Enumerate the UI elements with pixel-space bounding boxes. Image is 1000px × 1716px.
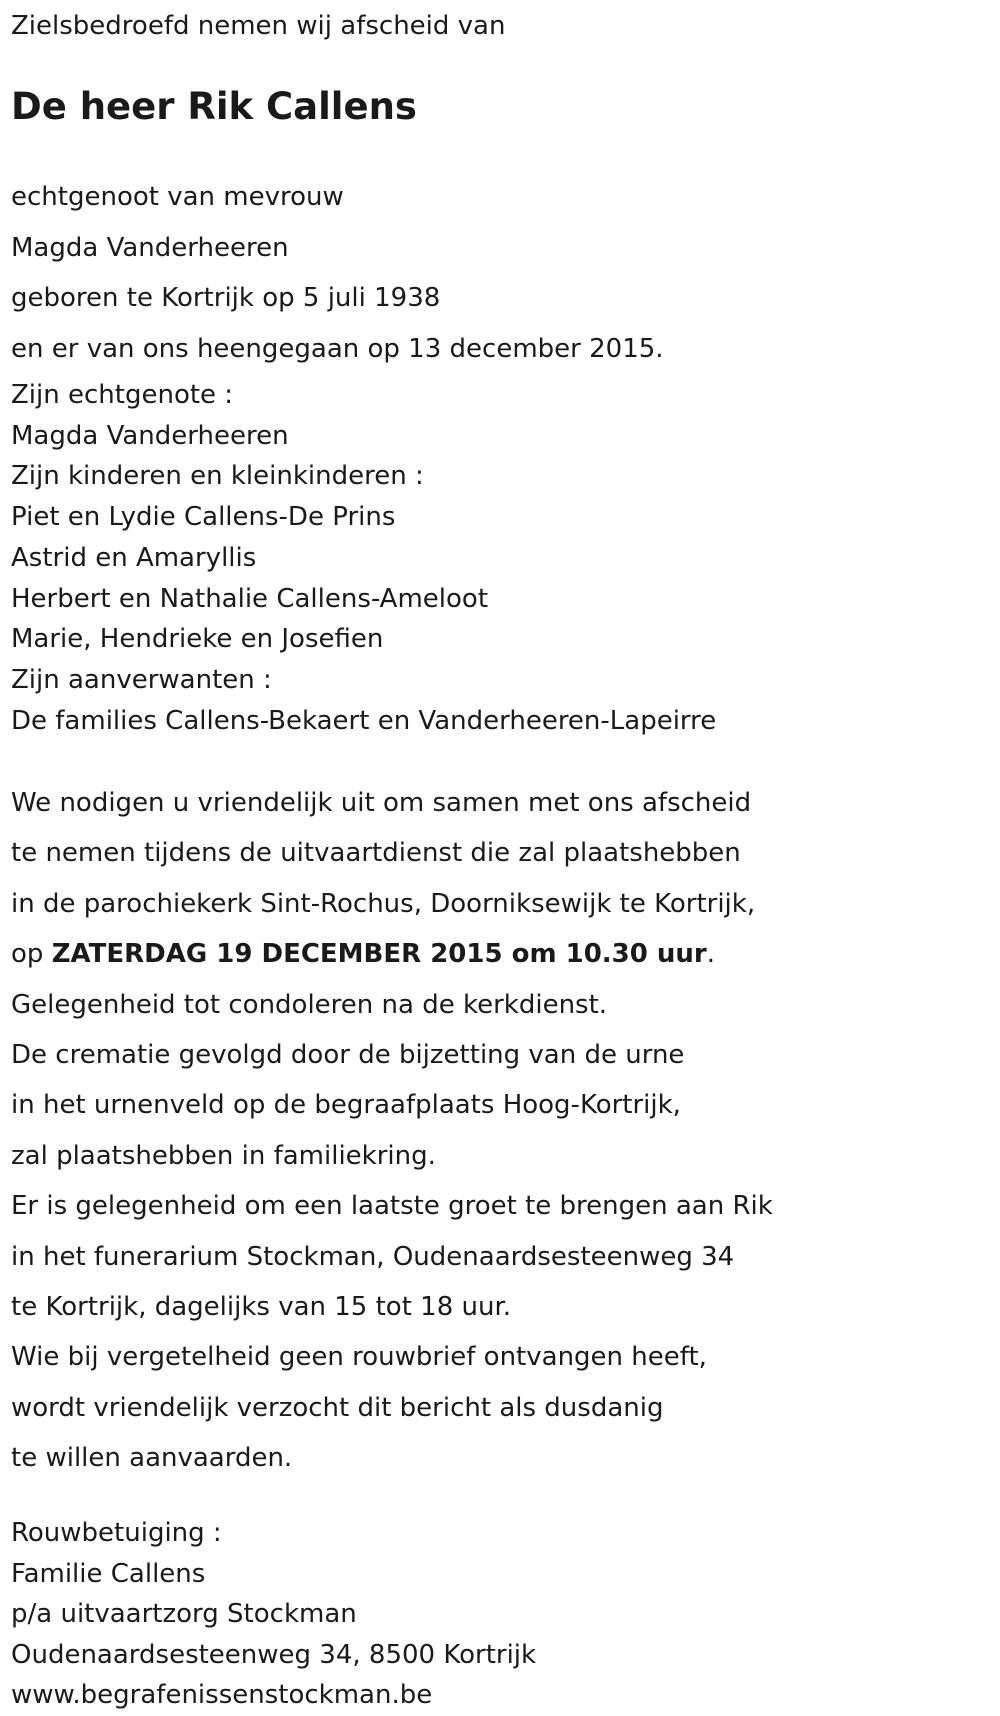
detail-line: echtgenoot van mevrouw bbox=[11, 182, 344, 212]
family-block bbox=[11, 375, 716, 741]
service-date-line bbox=[11, 929, 773, 979]
details-block bbox=[11, 172, 664, 374]
family-line: Marie, Hendrieke en Josefien bbox=[11, 624, 384, 655]
invitation-line: wordt vriendelijk verzocht dit bericht als dusdanig bbox=[11, 1392, 664, 1423]
invitation-line: in het funerarium Stockman, Oudenaardsesteenweg 34 bbox=[11, 1241, 735, 1272]
intro-text: Zielsbedroefd nemen wij afscheid van bbox=[11, 11, 506, 41]
invitation-line: Er is gelegenheid om een laatste groet te brengen aan Rik bbox=[11, 1191, 773, 1222]
invitation-line: De crematie gevolgd door de bijzetting van de urne bbox=[11, 1040, 685, 1071]
condolence-line: Rouwbetuiging : bbox=[11, 1518, 222, 1548]
service-date: ZATERDAG 19 DECEMBER 2015 om 10.30 uur bbox=[51, 939, 707, 970]
detail-line: en er van ons heengegaan op 13 december 2015. bbox=[11, 333, 664, 364]
invitation-block bbox=[11, 778, 773, 1484]
invitation-line: te Kortrijk, dagelijks van 15 tot 18 uur. bbox=[11, 1292, 512, 1323]
family-line: Zijn kinderen en kleinkinderen : bbox=[11, 461, 424, 492]
condolence-line: Oudenaardsesteenweg 34, 8500 Kortrijk bbox=[11, 1639, 537, 1670]
family-line: Herbert en Nathalie Callens-Ameloot bbox=[11, 583, 489, 614]
invitation-line: in de parochiekerk Sint-Rochus, Doorniksewijk te Kortrijk, bbox=[11, 888, 756, 919]
family-line: Magda Vanderheeren bbox=[11, 420, 289, 451]
family-line: Zijn echtgenote : bbox=[11, 380, 234, 410]
family-line: De families Callens-Bekaert en Vanderheeren-Lapeirre bbox=[11, 705, 717, 736]
condolence-line: p/a uitvaartzorg Stockman bbox=[11, 1599, 357, 1630]
invitation-line: We nodigen u vriendelijk uit om samen met ons afscheid bbox=[11, 788, 752, 818]
condolence-website: www.begrafenissenstockman.be bbox=[11, 1680, 433, 1711]
invitation-line: Gelegenheid tot condoleren na de kerkdienst. bbox=[11, 989, 608, 1020]
invitation-line: zal plaatshebben in familiekring. bbox=[11, 1140, 436, 1171]
service-date-prefix: op bbox=[11, 939, 52, 970]
invitation-line: te willen aanvaarden. bbox=[11, 1443, 293, 1474]
family-line: Zijn aanverwanten : bbox=[11, 664, 272, 695]
invitation-line: in het urnenveld op de begraafplaats Hoog-Kortrijk, bbox=[11, 1090, 681, 1121]
family-line: Piet en Lydie Callens-De Prins bbox=[11, 502, 396, 533]
condolence-block bbox=[11, 1513, 536, 1716]
invitation-line: te nemen tijdens de uitvaartdienst die zal plaatshebben bbox=[11, 838, 741, 869]
family-line: Astrid en Amaryllis bbox=[11, 542, 257, 573]
invitation-line: Wie bij vergetelheid geen rouwbrief ontvangen heeft, bbox=[11, 1342, 707, 1373]
service-date-suffix: . bbox=[706, 939, 716, 970]
detail-line: geboren te Kortrijk op 5 juli 1938 bbox=[11, 283, 441, 313]
condolence-line: Familie Callens bbox=[11, 1558, 206, 1589]
detail-line: Magda Vanderheeren bbox=[11, 232, 289, 263]
deceased-name: De heer Rik Callens bbox=[11, 85, 417, 128]
